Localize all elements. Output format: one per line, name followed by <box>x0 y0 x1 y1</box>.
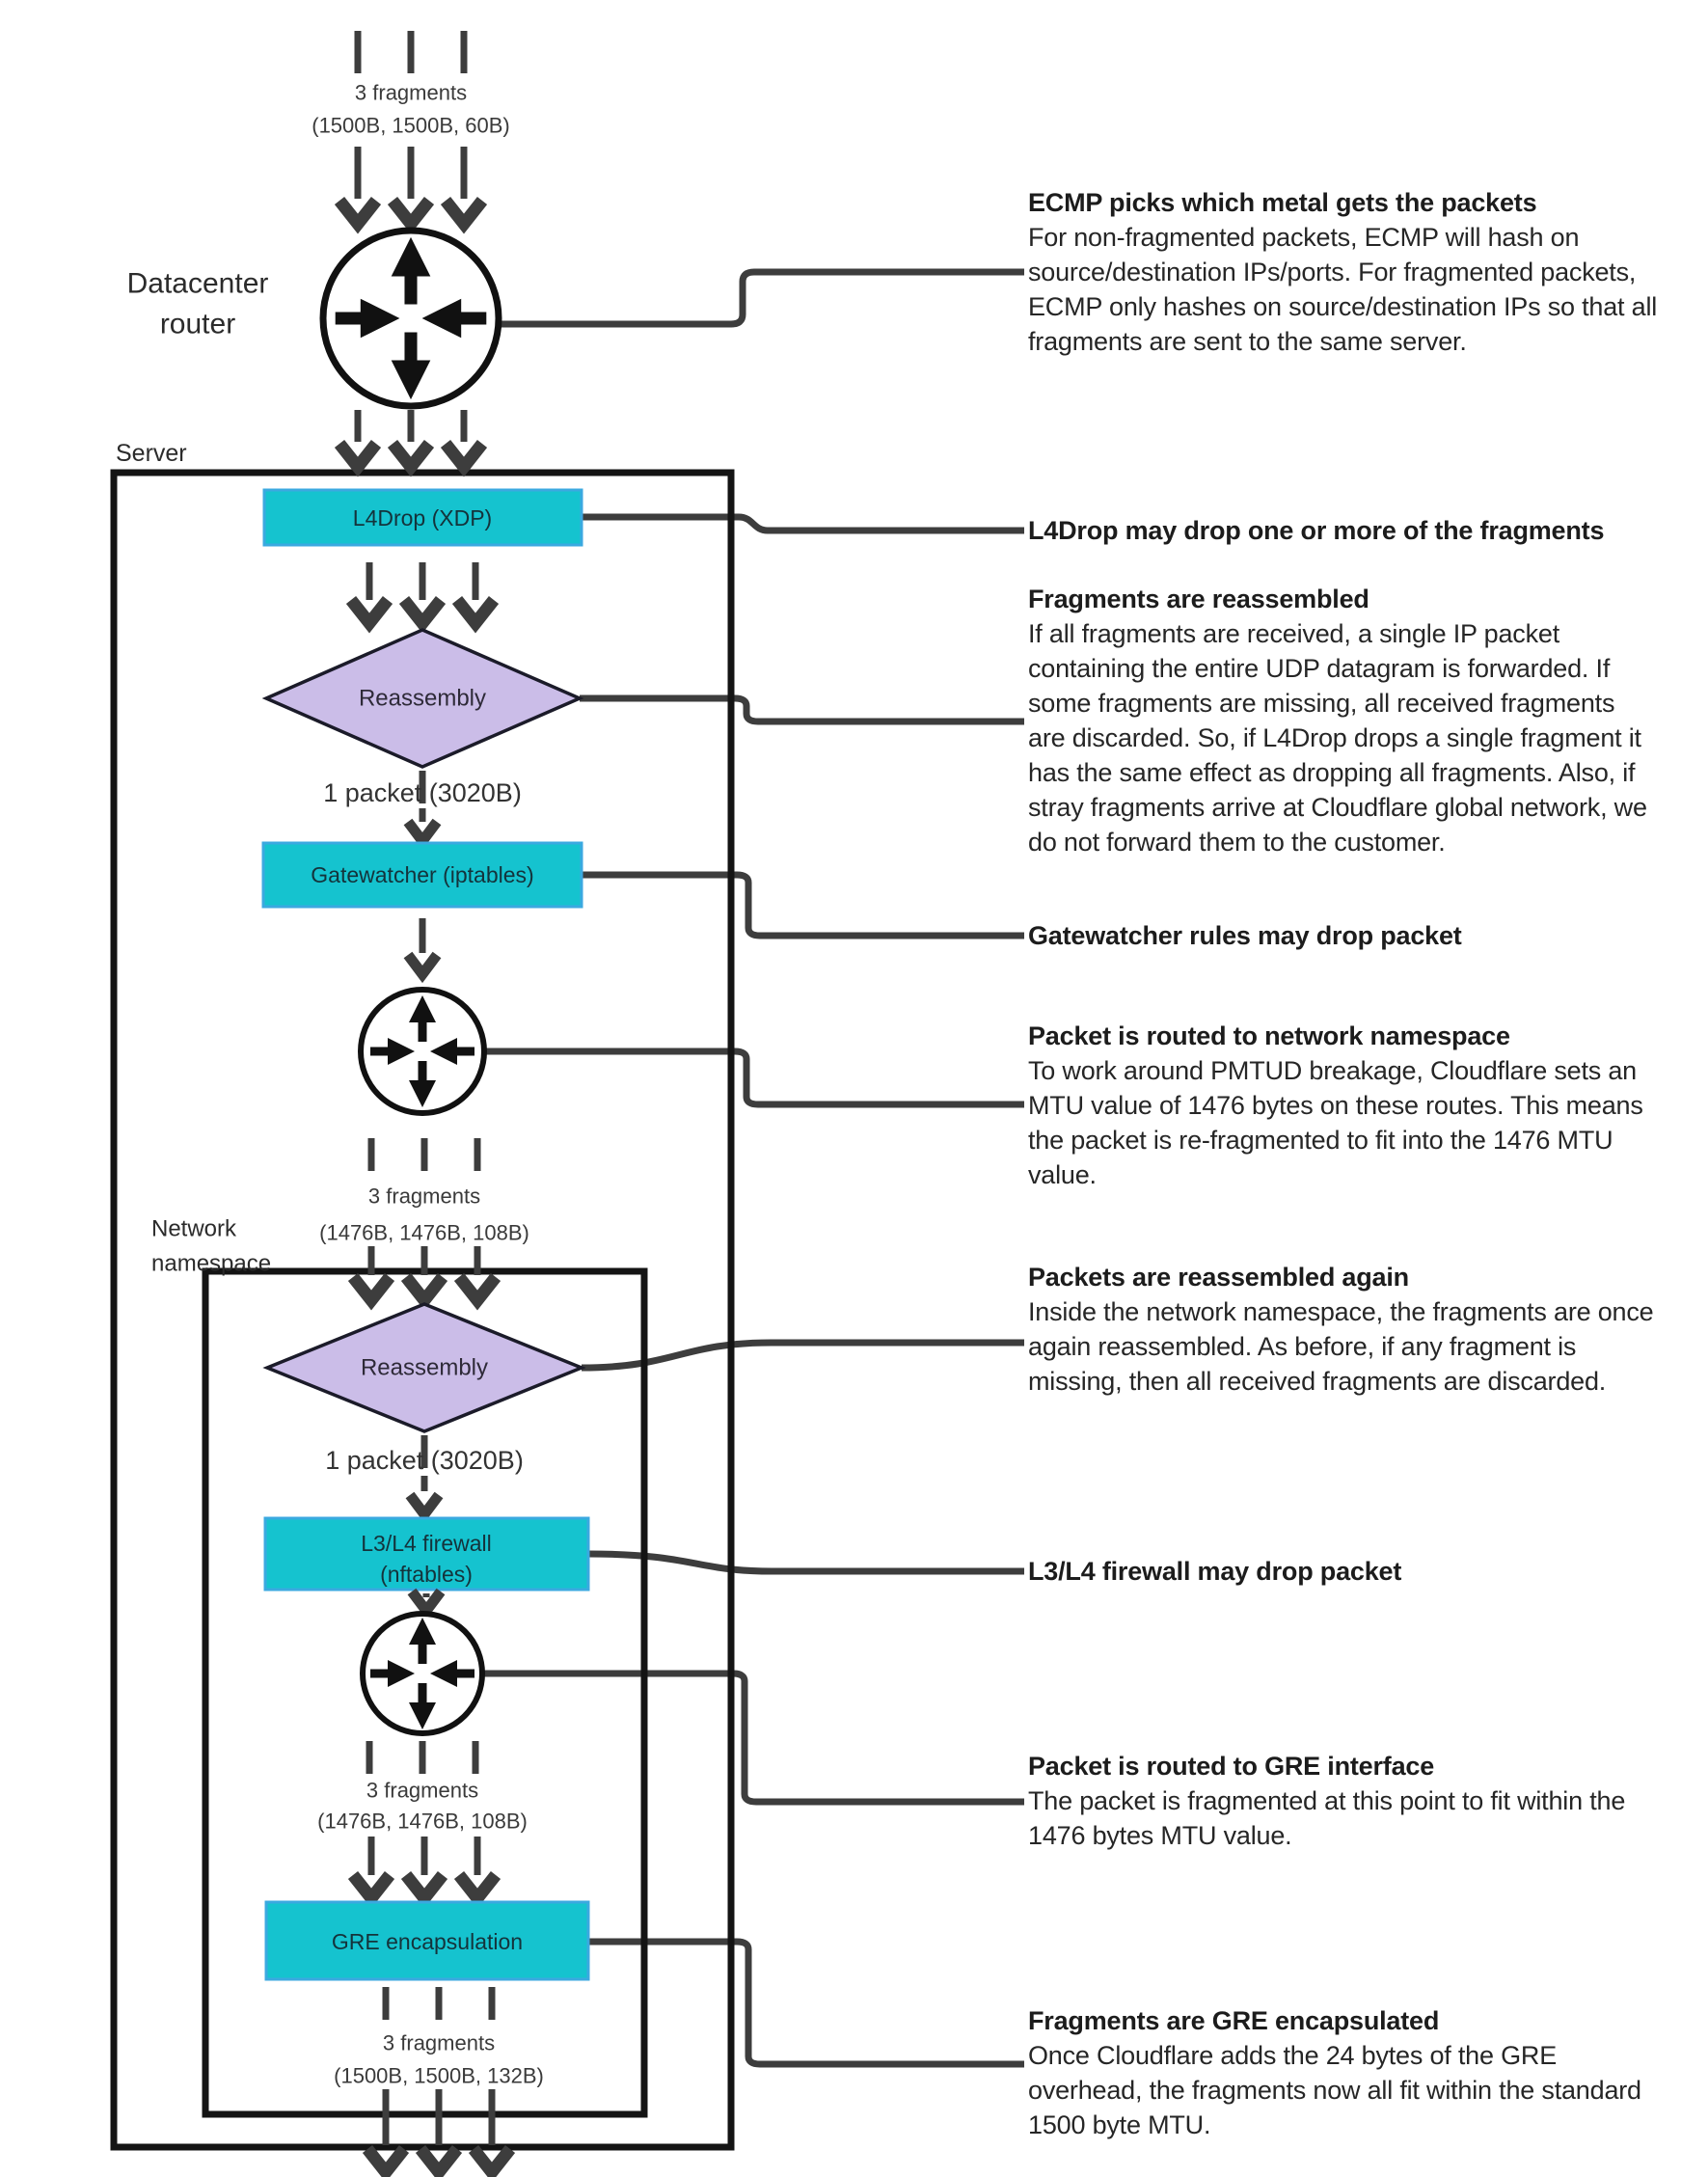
incoming-fragment-dashes <box>358 31 464 73</box>
connector-reassembly2 <box>582 1343 1024 1368</box>
gre-router-icon <box>363 1614 482 1733</box>
network-namespace-label: namespace <box>151 1250 272 1277</box>
gatewatcher-label: Gatewatcher (iptables) <box>311 862 534 887</box>
connector-l4drop <box>582 517 1024 531</box>
connector-gre <box>588 1942 1024 2064</box>
datacenter-router-label: Datacenter <box>126 267 269 300</box>
annotation-ecmp: ECMP picks which metal gets the packets For non-fragmented packets, ECMP will hash on source/destination IPs/ports. For fragmented packets, ECMP only hashes on source/destination IPs so that all fragments are sent to the same server. <box>1028 188 1658 356</box>
outgoing-arrows <box>367 2089 510 2172</box>
outgoing-fragment-dashes <box>386 1987 492 2020</box>
out-fragments-count: 3 fragments <box>382 2030 496 2055</box>
annotation-firewall-drop: L3/L4 firewall may drop packet <box>1028 1557 1402 1586</box>
annotation-reassembly-again: Packets are reassembled again Inside the network namespace, the fragments are once again reassembled. As before, if any fragment is missing, then all received fragments are discarded. <box>1028 1263 1654 1396</box>
firewall-label: (nftables) <box>380 1562 473 1587</box>
datacenter-router-label: router <box>159 308 236 340</box>
gatewatcher-arrow <box>408 918 437 974</box>
gre-in-fragments-count: 3 fragments <box>366 1778 479 1803</box>
connector-reassembly1 <box>580 698 1024 721</box>
mid-fragments-sizes: (1476B, 1476B, 108B) <box>319 1220 529 1245</box>
gre-entry-arrows <box>353 1837 496 1898</box>
server-label: Server <box>116 440 187 467</box>
annotation-netns-route: Packet is routed to network namespace To work around PMTUD breakage, Cloudflare sets an MTU value of 1476 bytes on these routes. This means the packet is re-fragmented to fit into the 1476 MTU value. <box>1028 1021 1643 1189</box>
firewall-label: L3/L4 firewall <box>361 1531 492 1556</box>
connector-gatewatcher <box>582 875 1024 936</box>
connector-router2 <box>484 1051 1024 1104</box>
annotation-gre-route: Packet is routed to GRE interface The packet is fragmented at this point to fit within the 1476 bytes MTU value. <box>1028 1752 1626 1850</box>
packet-arrow-2 <box>410 1476 439 1514</box>
out-fragments-sizes: (1500B, 1500B, 132B) <box>334 2063 544 2088</box>
mid-fragment-dashes <box>371 1138 477 1171</box>
router-to-server-arrows <box>339 410 482 467</box>
reassembly2-label: Reassembly <box>360 1354 489 1381</box>
l4drop-label: L4Drop (XDP) <box>352 505 493 531</box>
packet-arrow-1 <box>408 808 437 841</box>
connector-ecmp <box>500 272 1024 324</box>
gre-label: GRE encapsulation <box>331 1929 524 1954</box>
packet1-label: 1 packet (3020B) <box>323 778 522 807</box>
top-fragments-sizes: (1500B, 1500B, 60B) <box>312 113 510 138</box>
top-fragments-count: 3 fragments <box>354 80 468 105</box>
firewall-arrow <box>412 1592 441 1611</box>
datacenter-router-icon <box>323 231 499 406</box>
reassembly1-label: Reassembly <box>358 685 487 712</box>
l4drop-arrows <box>351 562 494 623</box>
namespace-entry-arrows <box>353 1246 496 1300</box>
namespace-router-icon <box>361 990 484 1113</box>
network-namespace-label: Network <box>151 1215 237 1242</box>
connector-firewall <box>588 1554 1024 1571</box>
gre-fragment-dashes <box>369 1741 475 1774</box>
annotation-gatewatcher-drop: Gatewatcher rules may drop packet <box>1028 921 1462 950</box>
gre-in-fragments-sizes: (1476B, 1476B, 108B) <box>317 1809 528 1834</box>
annotation-l4drop-drop: L4Drop may drop one or more of the fragments <box>1028 516 1605 545</box>
packet2-label: 1 packet (3020B) <box>325 1446 524 1475</box>
connector-router3 <box>482 1674 1024 1802</box>
annotation-gre-encap: Fragments are GRE encapsulated Once Cloudflare adds the 24 bytes of the GRE overhead, the fragments now all fit within the standard 1500 byte MTU. <box>1028 2006 1641 2139</box>
annotation-reassembly: Fragments are reassembled If all fragments are received, a single IP packet containing the entire UDP datagram is forwarded. If some fragments are missing, all received fragments are discarded. So, if L4Drop drops a single fragment it has the same effect as dropping all fragments. Also, if stray fragments arrive at Cloudflare global network, we do not forward them to the customer. <box>1028 585 1647 857</box>
incoming-fragment-arrows <box>339 147 482 224</box>
mid-fragments-count: 3 fragments <box>367 1184 481 1209</box>
